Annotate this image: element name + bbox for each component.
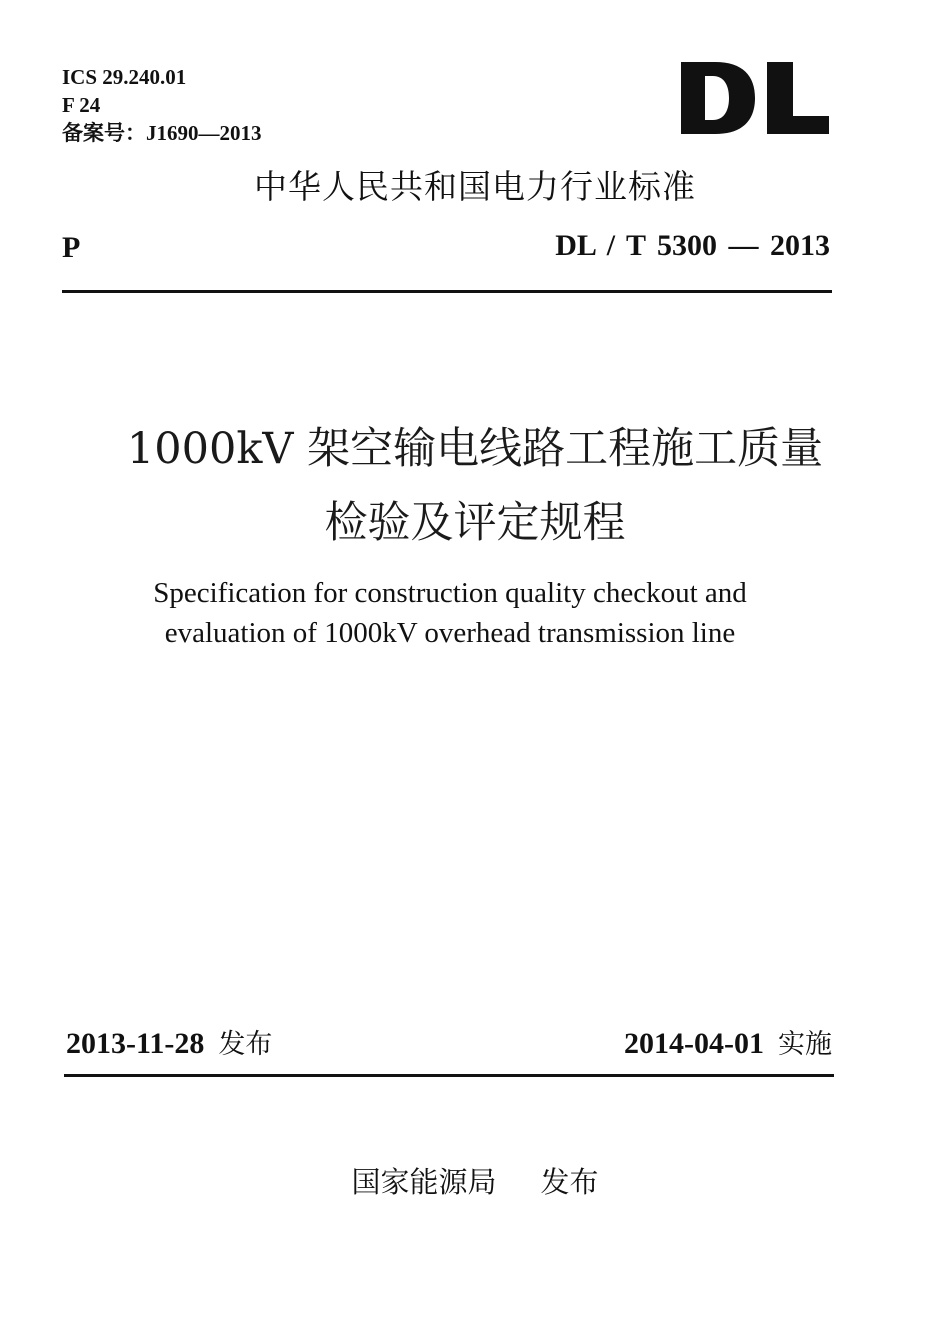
ccs-code: F 24 (62, 93, 101, 117)
issuer (0, 1160, 950, 1204)
standard-number: DL / T 5300 — 2013 (555, 229, 830, 262)
document-title-en-line1: Specification for construction quality checkout and (153, 577, 747, 609)
effective-label: 实施 (778, 1029, 832, 1060)
filing-number: 备案号：J1690—2013 (62, 121, 262, 145)
publish-date-value: 2013-11-28 (66, 1027, 205, 1060)
category-code: P (62, 231, 81, 264)
dl-logo-d-glyph (681, 62, 755, 134)
issuer-name: 国家能源局 (351, 1165, 497, 1199)
dl-logo-l-glyph (767, 62, 829, 134)
document-title-en-line2: evaluation of 1000kV overhead transmission line (164, 617, 736, 649)
issuer-action: 发布 (540, 1165, 599, 1199)
dl-logo (681, 62, 831, 134)
publish-date (66, 1024, 272, 1065)
document-title-cn-line2: 检验及评定规程 (324, 498, 626, 548)
footer-divider (64, 1074, 834, 1077)
effective-date (624, 1024, 832, 1065)
ics-code: ICS 29.240.01 (62, 65, 187, 89)
header-divider (62, 290, 832, 293)
industry-standard-title: 中华人民共和国电力行业标准 (254, 167, 696, 206)
document-title-cn-line1: 1000kV 架空输电线路工程施工质量 (126, 424, 824, 474)
publish-label: 发布 (218, 1029, 273, 1060)
effective-date-value: 2014-04-01 (624, 1027, 764, 1060)
